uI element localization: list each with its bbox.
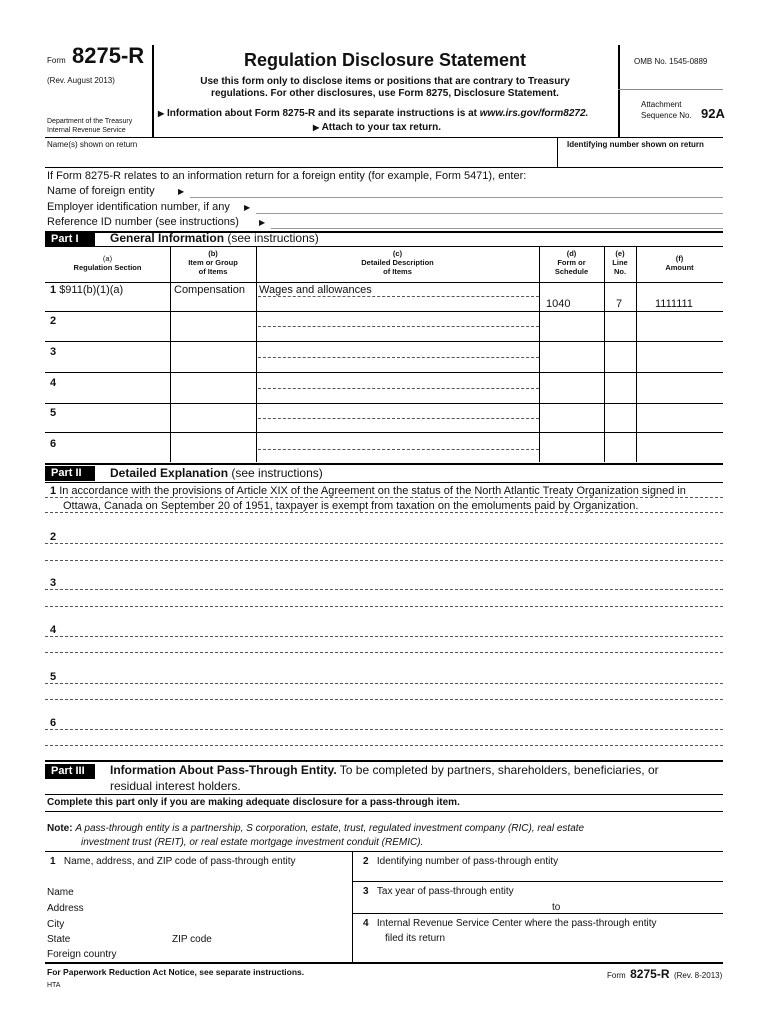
zip-label: ZIP code (172, 934, 212, 945)
q1-label (50, 856, 296, 867)
question-text: Name, address, and ZIP code of pass-through entity (63, 856, 296, 867)
row-number: 2 (50, 315, 57, 327)
col-title2: No. (613, 267, 627, 276)
col-title: Amount (665, 263, 694, 272)
ein-label: Employer identification number, if any (47, 201, 230, 213)
attach-text: Attach to your tax return. (321, 122, 442, 133)
attach-note (313, 122, 441, 133)
col-letter: (d) (566, 249, 577, 258)
hta-mark: HTA (47, 982, 61, 989)
part3-note-line2: investment trust (REIT), or real estate mortgage investment conduit (REMIC). (81, 837, 424, 848)
col-letter: (e) (615, 249, 625, 258)
col-letter: (c) (392, 249, 403, 258)
regulation-section-cell[interactable]: $911(b)(1)(a) (59, 284, 124, 296)
arrow-right-icon: ▶ (158, 109, 165, 118)
col-title: Form or (557, 258, 586, 267)
instructions-url[interactable]: www.irs.gov/form8272. (479, 108, 589, 119)
agency-name: Internal Revenue Service (47, 127, 126, 134)
footer-form-number: 8275-R (630, 967, 670, 981)
footer-revision: (Rev. 8-2013) (673, 971, 723, 980)
reference-id-field[interactable] (271, 228, 723, 229)
q2-label (363, 856, 558, 867)
omb-number: OMB No. 1545-0889 (634, 57, 708, 66)
q4-label (363, 918, 657, 929)
note-text: A pass-through entity is a partnership, S corporation, estate, trust, regulated investment company (RIC), real estate (75, 823, 585, 834)
part3-complete-note: Complete this part only if you are making adequate disclosure for a pass-through item. (47, 797, 460, 808)
col-title2: of Items (198, 267, 228, 276)
col-letter: (f) (675, 254, 684, 263)
explanation-text: In accordance with the provisions of Article XIX of the Agreement on the status of the North Atlantic Treaty Organization signed in (59, 485, 686, 497)
arrow-right-icon: ▶ (244, 203, 251, 212)
part1-title-note: (see instructions) (227, 231, 319, 245)
line-number: 2 (50, 531, 57, 543)
q4-label-line2: filed its return (385, 933, 446, 944)
col-c-header (256, 249, 539, 276)
form-title: Regulation Disclosure Statement (243, 50, 527, 70)
col-title: Detailed Description (361, 258, 434, 267)
question-number: 3 (363, 886, 369, 897)
form-schedule-cell[interactable]: 1040 (546, 298, 571, 310)
col-title2: of Items (383, 267, 412, 276)
col-title2: Schedule (554, 267, 589, 276)
part2-title-text: Detailed Explanation (110, 466, 229, 480)
row-number: 5 (50, 407, 57, 419)
address-label: Address (47, 903, 84, 914)
ein-field[interactable] (256, 213, 723, 214)
city-label: City (47, 919, 65, 930)
sequence-label: Sequence No. (641, 111, 692, 120)
col-b-header (170, 249, 256, 276)
row-number: 6 (50, 438, 57, 450)
form-subtitle-line2: regulations. For other disclosures, use Form 8275, Disclosure Statement. (211, 88, 559, 99)
col-d-header (539, 249, 604, 276)
part1-title-text: General Information (110, 231, 225, 245)
form-word: Form (47, 56, 66, 65)
q3-label (363, 886, 514, 897)
names-label: Name(s) shown on return (47, 140, 138, 149)
question-number: 1 (50, 856, 56, 867)
arrow-right-icon: ▶ (313, 123, 320, 132)
col-e-header (604, 249, 636, 276)
row-number: 3 (50, 346, 57, 358)
note-label: Note: (47, 823, 73, 834)
part3-title-line2: residual interest holders. (110, 779, 241, 793)
name-label: Name (47, 887, 74, 898)
revision-date: (Rev. August 2013) (47, 76, 115, 85)
reference-id-label: Reference ID number (see instructions) (47, 216, 239, 228)
line-number: 4 (50, 624, 57, 636)
instructions-info (158, 108, 588, 119)
part3-title-bold: Information About Pass-Through Entity. (110, 763, 337, 777)
form-subtitle-line1: Use this form only to disclose items or positions that are contrary to Treasury (200, 76, 570, 87)
col-a-header (45, 254, 170, 272)
col-letter: (a) (102, 254, 113, 263)
line-number-cell[interactable]: 7 (616, 298, 623, 310)
line-number: 3 (50, 577, 57, 589)
arrow-right-icon: ▶ (178, 187, 185, 196)
col-f-header (636, 254, 723, 272)
explanation-line-1b[interactable]: Ottawa, Canada on September 20 of 1951, taxpayer is exempt from taxation on the emoluments paid by Organization. (63, 500, 639, 512)
attachment-label: Attachment (641, 100, 682, 109)
department-name: Department of the Treasury (47, 118, 133, 125)
question-text: Tax year of pass-through entity (376, 886, 514, 897)
explanation-line-1a[interactable] (50, 485, 686, 497)
description-cell[interactable]: Wages and allowances (259, 284, 372, 296)
part3-note (47, 823, 584, 834)
part1-label: Part I (45, 232, 95, 247)
sequence-number: 92A (701, 106, 725, 121)
arrow-right-icon: ▶ (259, 218, 266, 227)
part3-title (110, 763, 659, 777)
line-number: 1 (50, 485, 57, 497)
part2-title-note: (see instructions) (231, 466, 323, 480)
table-row (50, 284, 123, 296)
line-number: 5 (50, 671, 57, 683)
identifying-number-label: Identifying number shown on return (567, 140, 704, 149)
paperwork-notice: For Paperwork Reduction Act Notice, see separate instructions. (47, 967, 305, 977)
part3-title-rest: To be completed by partners, shareholders, beneficiaries, or (336, 763, 659, 777)
footer-form-word: Form (607, 971, 626, 980)
state-label: State (47, 934, 71, 945)
part1-title (110, 231, 319, 245)
form-number: 8275-R (72, 43, 145, 68)
instructions-text: Information about Form 8275-R and its separate instructions is at (166, 108, 480, 119)
line-number: 6 (50, 717, 57, 729)
foreign-entity-intro: If Form 8275-R relates to an information return for a foreign entity (for example, Form 5471), enter: (47, 170, 527, 182)
col-title: Line (612, 258, 628, 267)
foreign-entity-field[interactable] (190, 197, 723, 198)
foreign-entity-label: Name of foreign entity (47, 185, 155, 197)
part2-title (110, 466, 323, 480)
item-group-cell[interactable]: Compensation (174, 284, 245, 296)
foreign-country-label: Foreign country (47, 949, 117, 960)
row-number: 1 (50, 284, 57, 296)
col-title: Item or Group (188, 258, 238, 267)
col-letter: (b) (208, 249, 218, 258)
question-number: 4 (363, 918, 369, 929)
col-title: Regulation Section (73, 263, 142, 272)
footer-form-id (607, 965, 722, 983)
part3-label: Part III (45, 764, 95, 779)
question-number: 2 (363, 856, 369, 867)
tax-year-to: to (552, 902, 561, 913)
row-number: 4 (50, 377, 57, 389)
amount-cell[interactable]: 1111111 (655, 298, 693, 310)
question-text: Identifying number of pass-through entity (376, 856, 559, 867)
question-text: Internal Revenue Service Center where the pass-through entity (376, 918, 657, 929)
part2-label: Part II (45, 466, 95, 481)
